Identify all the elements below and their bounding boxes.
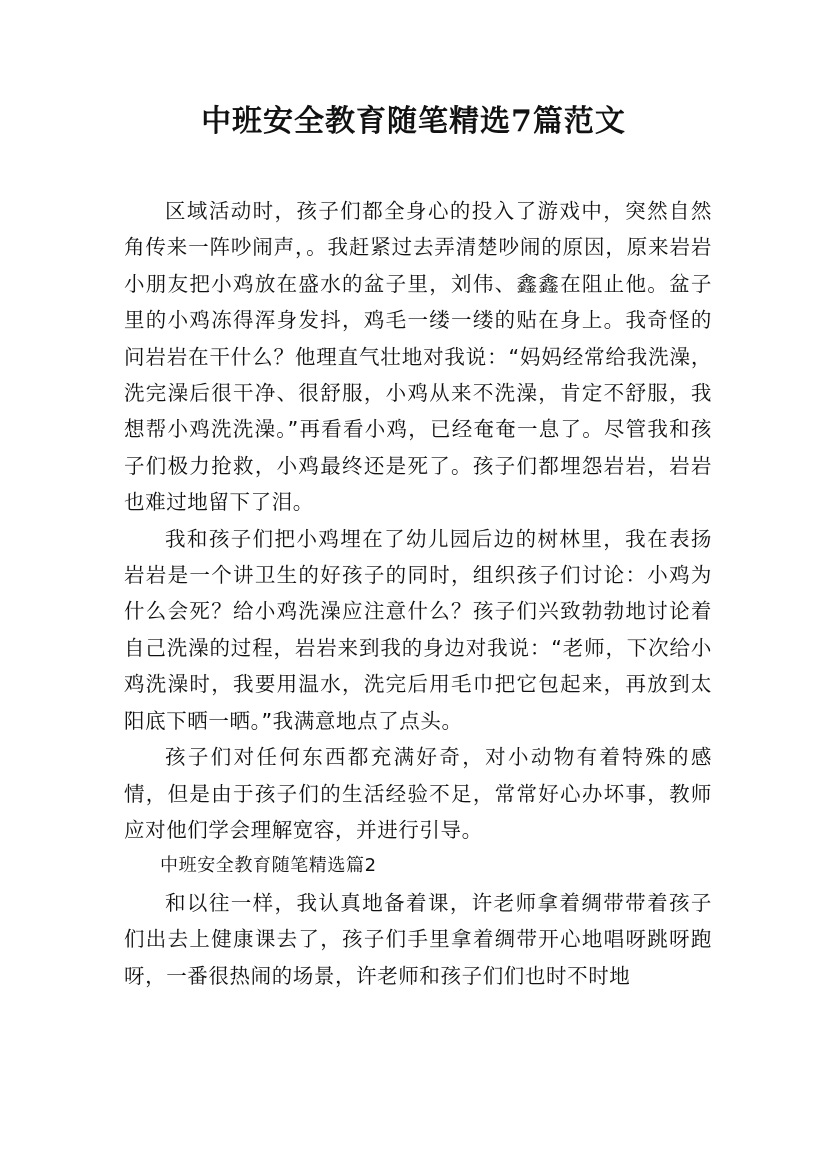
paragraph-3: 孩子们对任何东西都充满好奇，对小动物有着特殊的感情，但是由于孩子们的生活经验不足，常常好心办坏事，教师应对他们学会理解宽容，并进行引导。 bbox=[124, 745, 712, 842]
document-title: 中班安全教育随笔精选7篇范文 bbox=[201, 104, 626, 139]
paragraph-2: 我和孩子们把小鸡埋在了幼儿园后边的树林里，我在表扬岩岩是一个讲卫生的好孩子的同时，组织孩子们讨论：小鸡为什么会死？给小鸡洗澡应注意什么？孩子们兴致勃勃地讨论着自己洗澡的过程，岩岩来到我的身边对我说：“老师，下次给小鸡洗澡时，我要用温水，洗完后用毛巾把它包起来，再放到太阳底下晒一晒。”我满意地点了点头。 bbox=[124, 526, 712, 733]
paragraph-4: 和以往一样，我认真地备着课，许老师拿着绸带带着孩子们出去上健康课去了，孩子们手里拿着绸带开心地唱呀跳呀跑呀，一番很热闹的场景，许老师和孩子们们也时不时地 bbox=[124, 890, 712, 988]
document-body bbox=[124, 193, 712, 994]
paragraph-1: 区域活动时，孩子们都全身心的投入了游戏中，突然自然角传来一阵吵闹声，。我赶紧过去弄清楚吵闹的原因，原来岩岩小朋友把小鸡放在盛水的盆子里，刘伟、鑫鑫在阻止他。盆子里的小鸡冻得浑身发抖，鸡毛一缕一缕的贴在身上。我奇怪的问岩岩在干什么？他理直气壮地对我说：“妈妈经常给我洗澡，洗完澡后很干净、很舒服，小鸡从来不洗澡，肯定不舒服，我想帮小鸡洗洗澡。”再看看小鸡，已经奄奄一息了。尽管我和孩子们极力抢救，小鸡最终还是死了。孩子们都埋怨岩岩，岩岩也难过地留下了泪。 bbox=[124, 199, 712, 515]
section-heading: 中班安全教育随笔精选篇2 bbox=[160, 855, 377, 877]
